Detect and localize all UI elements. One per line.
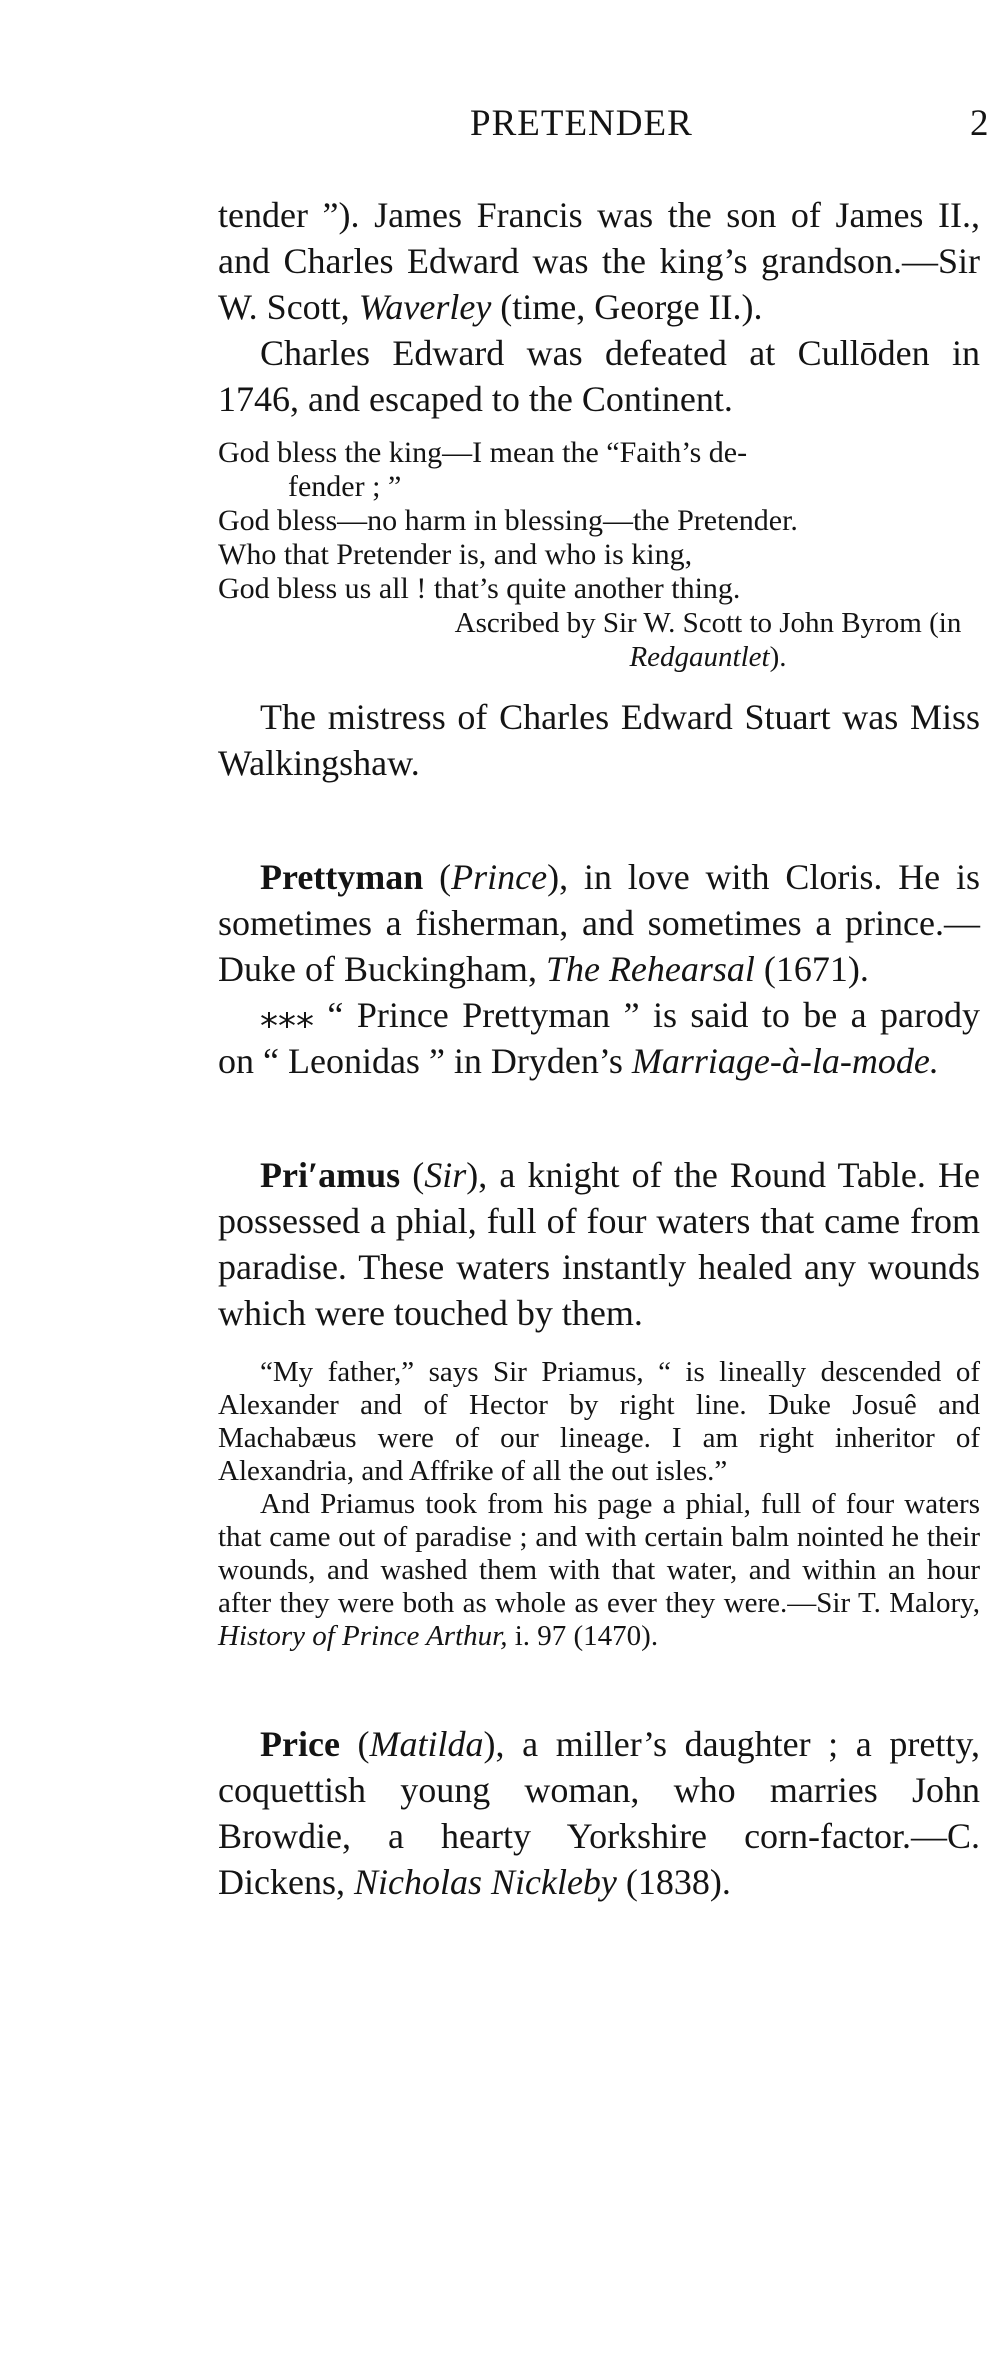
price-paragraph: Price (Matilda), a miller’s daughter ; a pretty, coquettish young woman, who marries John Browdie, a hearty Yorkshire corn-factor.—C. Dickens, Nicholas Nickleby (1838). — [218, 1724, 980, 1902]
pretender-text: tender ”). James Francis was the son of James II., and Charles Edward was the king’s grandson.—Sir W. Scott, — [218, 195, 980, 327]
entry-text: , a miller’s daughter ; a pretty, coquettish young woman, who marries John Browdie, a hearty Yorkshire corn-factor.—C. Dickens, — [218, 1724, 980, 1902]
verse-line: God bless—no harm in blessing—the Pretender. — [218, 504, 798, 537]
quote-text-end: i. 97 (1470). — [507, 1620, 659, 1652]
verse-line: God bless us all ! that’s quite another thing. — [218, 572, 741, 605]
verse-line: Who that Pretender is, and who is king, — [218, 538, 693, 571]
work-title: Nicholas Nickleby — [353, 1862, 617, 1902]
entry-text: , in love with Cloris. He is sometimes a fisherman, and sometimes a prince.—Duke of Buckingham, — [218, 857, 980, 989]
priamus-paragraph: Pri′amus (Sir), a knight of the Round Table. He possessed a phial, full of four waters that came from paradise. These waters instantly healed any wounds which were touched by them. — [218, 1155, 980, 1333]
entry-text-end: (1671). — [754, 949, 869, 989]
priamus-quote-1: “My father,” says Sir Priamus, “ is lineally descended of Alexander and of Hector by right line. Duke Josuê and Machabæus were of our lineage. I am right inheritor of Alexandria, and Affrike of all the out isles.” — [218, 1356, 980, 1487]
entry-price — [218, 1721, 980, 1905]
quote-work-title: History of Prince Arthur, — [218, 1620, 508, 1652]
attribution-work-title: Redgauntlet — [629, 641, 770, 673]
verse-line: God bless the king—I mean the “Faith’s de- — [218, 436, 748, 469]
pretender-paragraph-2: Charles Edward was defeated at Cullōden in 1746, and escaped to the Continent. — [218, 333, 980, 419]
headword-qualifier: Matilda — [369, 1724, 484, 1764]
headword: Prettyman — [260, 857, 424, 897]
prettyman-note — [218, 992, 980, 1084]
pretender-paragraph-1 — [218, 192, 980, 330]
note-text: ⁎⁎⁎ “ Prince Prettyman ” is said to be a parody on “ Leonidas ” in Dryden’s — [218, 995, 980, 1081]
headword-qualifier: Sir — [424, 1155, 467, 1195]
entry-text: , a knight of the Round Table. He possessed a phial, full of four waters that came from paradise. These waters instantly healed any wounds which were touched by them. — [218, 1155, 980, 1333]
pretender-work-title: Waverley — [358, 287, 492, 327]
page-header — [0, 102, 1000, 152]
entry-prettyman — [218, 854, 980, 1084]
verse-line: fender ; ” — [288, 470, 402, 503]
verse-attribution — [218, 606, 980, 674]
headword: Price — [260, 1724, 340, 1764]
quote-text: And Priamus took from his page a phial, full of four waters that came out of paradise ; and with certain balm nointed he their wounds, and washed them with that water, and within an hour after they were both as whole as ever they were.—Sir T. Malory, — [218, 1488, 980, 1619]
work-title: The Rehearsal — [545, 949, 755, 989]
running-head: PRETENDER — [470, 103, 693, 144]
pretender-paragraph-3: The mistress of Charles Edward Stuart was Miss Walkingshaw. — [218, 697, 980, 783]
attribution-text-end: ). — [769, 641, 787, 673]
pretender-text-end: (time, George II.). — [491, 287, 763, 327]
prettyman-paragraph: Prettyman (Prince), in love with Cloris. He is sometimes a fisherman, and sometimes a prince.—Duke of Buckingham, The Rehearsal (1671). — [218, 857, 980, 989]
pretender-verse — [218, 436, 980, 674]
entry-priamus — [218, 1152, 980, 1653]
entry-pretender-continued — [218, 192, 980, 786]
note-work-title: Marriage-à-la-mode. — [631, 1041, 939, 1081]
page-number: 2 — [970, 103, 989, 144]
attribution-text: Ascribed by Sir W. Scott to John Byrom (in — [454, 607, 962, 639]
entry-text-end: (1838). — [616, 1862, 731, 1902]
text-column — [218, 192, 980, 1905]
headword: Pri′amus — [260, 1155, 401, 1195]
headword-qualifier: Prince — [451, 857, 548, 897]
priamus-quote-2 — [218, 1488, 980, 1653]
